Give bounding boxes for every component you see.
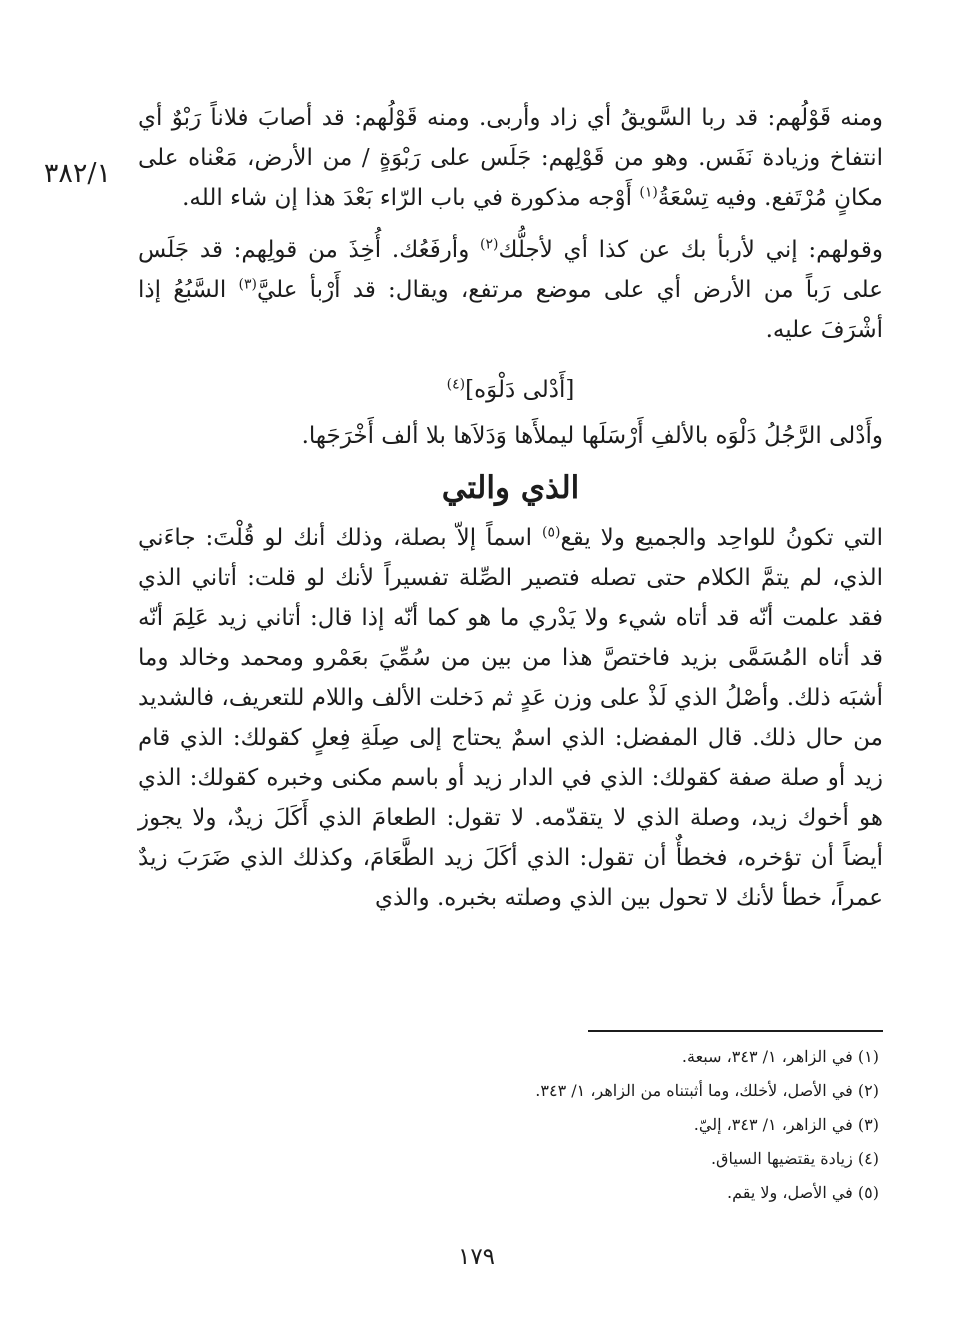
paragraph-text: وقولهم: إني لأربأ بك عن كذا أي لأجلُّك: [498, 237, 883, 263]
bracket-heading: [138, 370, 883, 410]
footnote-marker: (١): [639, 184, 658, 201]
section-title: الذي والتي: [441, 470, 580, 506]
footnote-marker: (٢): [480, 236, 499, 253]
paragraph-arba: [138, 230, 883, 350]
paragraph-text: وأرفَعُك. أُخِذَ من قولِهم: قد جَلَس على رَباً من الأرض أي على موضع مرتفع، ويقال: قد أَرْبأ عليَّ: [138, 237, 883, 303]
footnote-2: (٢) في الأصل، لأخلك، وما أثبتناه من الزاهر، ١/ ٣٤٣.: [535, 1081, 879, 1100]
bracket-heading-text: [أَدْلى دَلْوَه]: [465, 377, 575, 403]
footnote-divider: [588, 1030, 883, 1032]
paragraph-text: وأَدْلى الرَّجُلُ دَلْوَه بالألفِ أَرْسَلَها ليملأَها وَدَلاَها بلا ألف أَخْرَجَها.: [301, 423, 883, 449]
footnote-3: (٣) في الزاهر، ١/ ٣٤٣، إليّ.: [693, 1115, 879, 1134]
page-number: ١٧٩: [457, 1244, 496, 1270]
footnote-marker: (٤): [446, 376, 466, 393]
footnote-5: (٥) في الأصل، ولا يقم.: [727, 1183, 879, 1202]
paragraph-rabw: [138, 98, 883, 218]
paragraph-text: أَوْجه مذكورة في باب الرّاء بَعْدَ هذا إن شاء الله.: [182, 185, 640, 211]
margin-reference: ٣٨٢/١: [43, 158, 111, 189]
paragraph-adla: [138, 416, 883, 456]
footnote-1: (١) في الزاهر، ١/ ٣٤٣، سبعة.: [681, 1047, 879, 1066]
paragraph-text: اسماً إلاّ بصلة، وذلك أنك لو قُلْتَ: جاءَني الذي، لم يتمَّ الكلام حتى تصله فتصير الصِّلة تفسيراً لأنك لو قلت: أتاني الذي فقد علمت أنّه قد أتاه شيء ولا يَدْري ما هو كما أنّه إذا قال: أتاني زيد عَلِمَ أنّه قد أتاه المُسَمَّى بزيد فاختصَّ هذا من بين من سُمِّيَ بعَمْرو ومحمد وخالد وما أشبَه ذلك. وأصْلُ الذي لَذْ على وزن عَدٍ ثم دَخلت الألف واللام للتعريف، فالشديد من حال ذلك. قال المفضل: الذي اسمٌ يحتاج إلى صِلَةِ فِعلٍ كقولك: الذي قام زيد أو صلة صفة كقولك: الذي في الدار زيد أو باسم مكنى وخبره كقولك: الذي هو أخوك زيد، وصلة الذي لا يتقدّمه. لا تقول: الطعامَ الذي أَكَلَ زيدٌ، ولا يجوز أيضاً أن تؤخره، فخطأٌ أن تقول: الذي أكَلَ زيد الطَّعَامَ، وكذلك الذي ضَرَبَ زيدٌ عمراً، خطأ لأنك لا تحول بين الذي وصلته بخبره. والذي: [138, 525, 883, 911]
paragraph-text: ومنه قَوْلُهم: قد ربا السَّويقُ أي زاد وأربى. ومنه قَوْلُهم: قد أصابَ فلاناً رَبْوٌ أي انتفاخ وزيادة نَفَس. وهو من قَوْلِهم: جَلَس على رَبْوَةٍ / من الأرض، مَعْناه على مكانٍ مُرْتَفع. وفيه تِسْعَةُ: [138, 105, 883, 211]
paragraph-alladhi: [138, 518, 883, 918]
main-text: [138, 98, 883, 918]
footnote-marker: (٥): [541, 524, 561, 541]
footnotes: [300, 1040, 883, 1210]
paragraph-text: التي تكونُ للواحِد والجميع ولا يقع: [560, 525, 883, 551]
footnote-marker: (٣): [238, 276, 257, 293]
footnote-4: (٤) زيادة يقتضيها السياق.: [710, 1149, 879, 1168]
paragraph-text: السَّبُعُ إذا أشْرَفَ عليه.: [138, 277, 883, 343]
